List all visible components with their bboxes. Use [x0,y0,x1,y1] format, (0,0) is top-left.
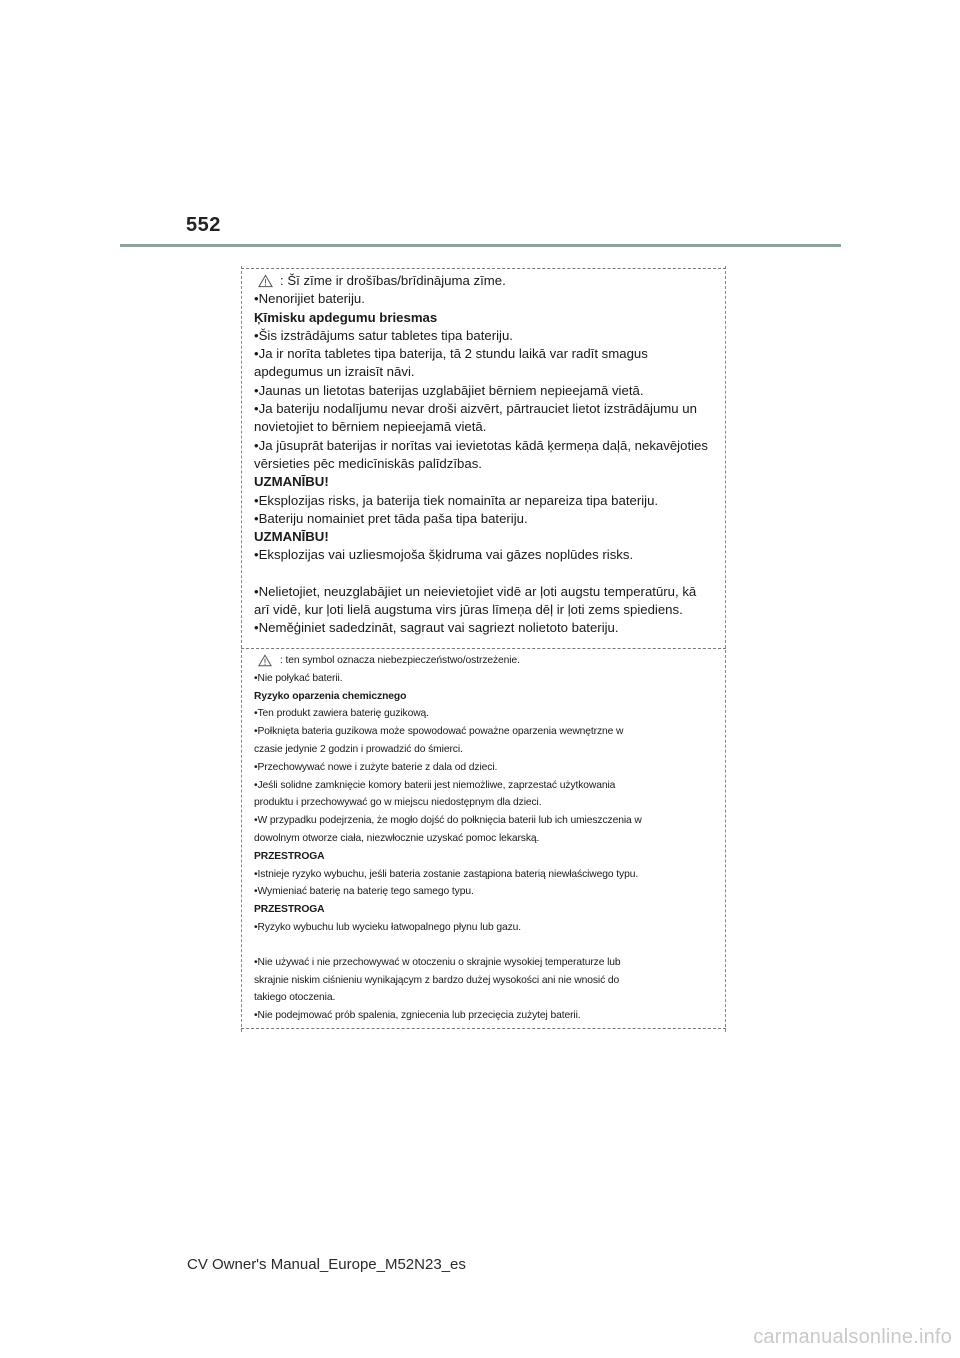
polish-text-line: •W przypadku podejrzenia, że mogło dojść do połknięcia baterii lub ich umieszczenia w [254,815,642,827]
polish-text-line: czasie jedynie 2 godzin i prowadzić do śmierci. [254,743,463,755]
polish-text-line: •Ten produkt zawiera baterię guzikową. [254,708,429,720]
label-divider [241,648,726,649]
polish-text-line: •Przechowywać nowe i zużyte baterie z dala od dzieci. [254,761,498,773]
latvian-text-line: apdegumus un izraisīt nāvi. [254,364,415,380]
page-number: 552 [186,214,221,236]
latvian-symbol-line [254,272,716,290]
latvian-heading: UZMANĪBU! [254,474,329,490]
polish-heading: Ryzyko oparzenia chemicznego [254,690,407,702]
warning-triangle-icon [254,654,280,667]
polish-text-line: produktu i przechowywać go w miejscu niedostępnym dla dzieci. [254,797,542,809]
polish-text-line: •Ryzyko wybuchu lub wycieku łatwopalnego płynu lub gazu. [254,921,522,933]
header-rule [120,244,841,247]
latvian-text-line: •Nelietojiet, neuzglabājiet un neievietojiet vidē ar ļoti augstu temperatūru, kā [254,583,697,599]
polish-text-line: skrajnie niskim ciśnieniu wynikającym z bardzo dużej wysokości ani nie wnosić do [254,974,620,986]
warning-triangle-icon [254,274,280,288]
latvian-text-line: arī vidē, kur ļoti lielā augstuma virs jūras līmeņa dēļ ir ļoti zems spiediens. [254,602,683,618]
polish-text-line: •Jeśli solidne zamknięcie komory baterii jest niemożliwe, zaprzestać użytkowania [254,779,616,791]
polish-text-line: •Połknięta bateria guzikowa może spowodować poważne oparzenia wewnętrzne w [254,726,624,738]
latvian-lines [254,290,716,637]
latvian-heading: Ķīmisku apdegumu briesmas [254,309,438,325]
label-bottom-edge [241,1028,726,1029]
polish-symbol-line [254,652,716,670]
polish-text-line: takiego otoczenia. [254,992,336,1004]
polish-heading: PRZESTROGA [254,850,325,862]
watermark: carmanualsonline.info [753,1326,952,1348]
polish-heading: PRZESTROGA [254,904,325,916]
scanned-warning-label [241,266,726,1032]
latvian-text-line: novietojiet to bērniem nepieejamā vietā. [254,419,487,435]
latvian-text-line: •Bateriju nomainiet pret tāda paša tipa bateriju. [254,510,528,526]
latvian-text-line: •Nenorijiet bateriju. [254,291,365,307]
polish-warning-block [254,652,716,1025]
latvian-text-line: •Neměģiniet sadedzināt, sagraut vai sagriezt nolietoto bateriju. [254,620,619,636]
latvian-text-line: •Eksplozijas risks, ja baterija tiek nomainīta ar nepareiza tipa bateriju. [254,492,659,508]
polish-symbol-text: : ten symbol oznacza niebezpieczeństwo/ostrzeżenie. [280,655,520,666]
latvian-text-line: •Šis izstrādājums satur tabletes tipa bateriju. [254,327,513,343]
polish-text-line: dowolnym otworze ciała, niezwłocznie uzyskać pomoc lekarską. [254,832,540,844]
latvian-text-line: •Ja jūsuprāt baterijas ir norītas vai ievietotas kādā ķermeņa daļā, nekavējoties [254,437,708,453]
latvian-text-line: vērsieties pēc medicīniskās palīdzības. [254,455,482,471]
latvian-blank-line [254,565,716,583]
latvian-text-line: •Ja bateriju nodalījumu nevar droši aizvērt, pārtrauciet lietot izstrādājumu un [254,401,697,417]
latvian-symbol-text: : Šī zīme ir drošības/brīdinājuma zīme. [280,273,506,288]
footer-doc-id: CV Owner's Manual_Europe_M52N23_es [187,1256,466,1273]
polish-text-line: •Istnieje ryzyko wybuchu, jeśli bateria zostanie zastąpiona baterią niewłaściwego typu. [254,868,639,880]
polish-text-line: •Nie połykać baterii. [254,672,343,684]
polish-lines [254,670,716,1025]
latvian-text-line: •Ja ir norīta tabletes tipa baterija, tā 2 stundu laikā var radīt smagus [254,346,648,362]
polish-text-line: •Wymieniać baterię na baterię tego samego typu. [254,886,474,898]
latvian-text-line: •Eksplozijas vai uzliesmojoša šķidruma vai gāzes noplūdes risks. [254,547,634,563]
latvian-warning-block [254,272,716,638]
polish-text-line: •Nie podejmować prób spalenia, zgniecenia lub przecięcia zużytej baterii. [254,1010,581,1022]
polish-blank-line [254,937,716,954]
polish-text-line: •Nie używać i nie przechowywać w otoczeniu o skrajnie wysokiej temperaturze lub [254,956,621,968]
latvian-text-line: •Jaunas un lietotas baterijas uzglabājiet bērniem nepieejamā vietā. [254,382,644,398]
latvian-heading: UZMANĪBU! [254,529,329,545]
label-top-edge [241,268,726,269]
